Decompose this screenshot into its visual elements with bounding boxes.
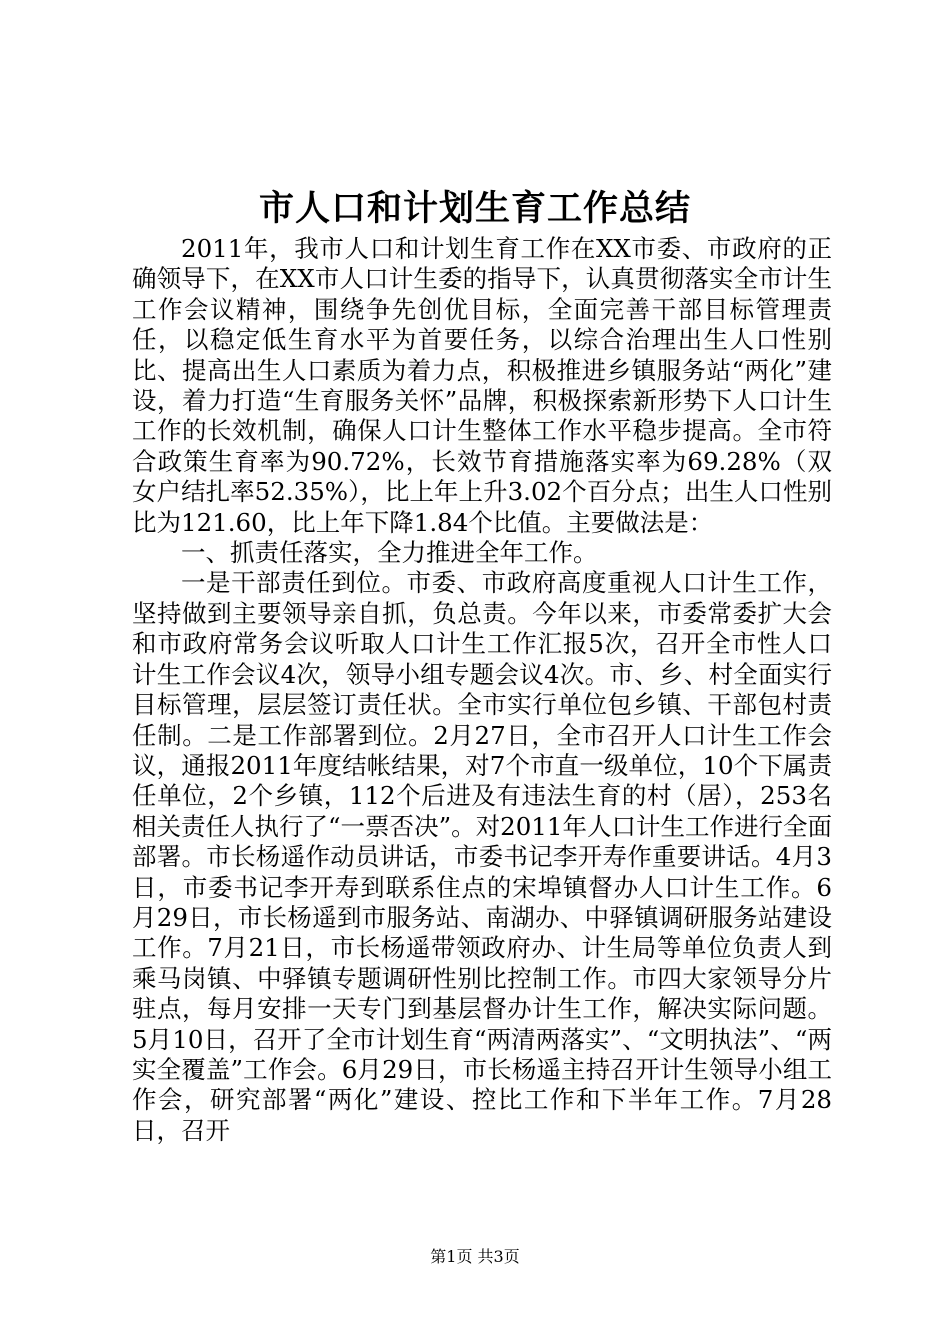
document-title: 市人口和计划生育工作总结 <box>258 188 691 229</box>
intro-paragraph: 2011年，我市人口和计划生育工作在XX市委、市政府的正确领导下，在XX市人口计生委的指导下，认真贯彻落实全市计生工作会议精神，围绕争先创优目标，全面完善干部目标管理责任，以稳定低生育水平为首要任务，以综合治理出生人口性别比、提高出生人口素质为着力点，积极推进乡镇服务站“两化”建设，着力打造“生育服务关怀”品牌，积极探索新形势下人口计生工作的长效机制，确保人口计生整体工作水平稳步提高。全市符合政策生育率为90.72%，长效节育措施落实率为69.28%（双女户结扎率52.35%），比上年上升3.02个百分点；出生人口性别比为121.60，比上年下降1.84个比值。主要做法是： <box>132 234 832 537</box>
section-1-paragraph: 一是干部责任到位。市委、市政府高度重视人口计生工作，坚持做到主要领导亲自抓，负总责。今年以来，市委常委扩大会和市政府常务会议听取人口计生工作汇报5次，召开全市性人口计生工作会议4次，领导小组专题会议4次。市、乡、村全面实行目标管理，层层签订责任状。全市实行单位包乡镇、干部包村责任制。二是工作部署到位。2月27日，全市召开人口计生工作会议，通报2011年度结帐结果，对7个市直一级单位，10个下属责任单位，2个乡镇，112个后进及有违法生育的村（居），253名相关责任人执行了“一票否决”。对2011年人口计生工作进行全面部署。市长杨遥作动员讲话，市委书记李开寿作重要讲话。4月3日，市委书记李开寿到联系住点的宋埠镇督办人口计生工作。6月29日，市长杨遥到市服务站、南湖办、中驿镇调研服务站建设工作。7月21日，市长杨遥带领政府办、计生局等单位负责人到乘马岗镇、中驿镇专题调研性别比控制工作。市四大家领导分片驻点，每月安排一天专门到基层督办计生工作，解决实际问题。5月10日，召开了全市计划生育“两清两落实”、“文明执法”、“两实全覆盖”工作会。6月29日，市长杨遥主持召开计生领导小组工作会，研究部署“两化”建设、控比工作和下半年工作。7月28日，召开 <box>132 568 832 1145</box>
document-body <box>132 234 832 1146</box>
page-number-footer: 第1页 共3页 <box>430 1247 520 1266</box>
section-heading-1: 一、抓责任落实，全力推进全年工作。 <box>181 538 598 568</box>
